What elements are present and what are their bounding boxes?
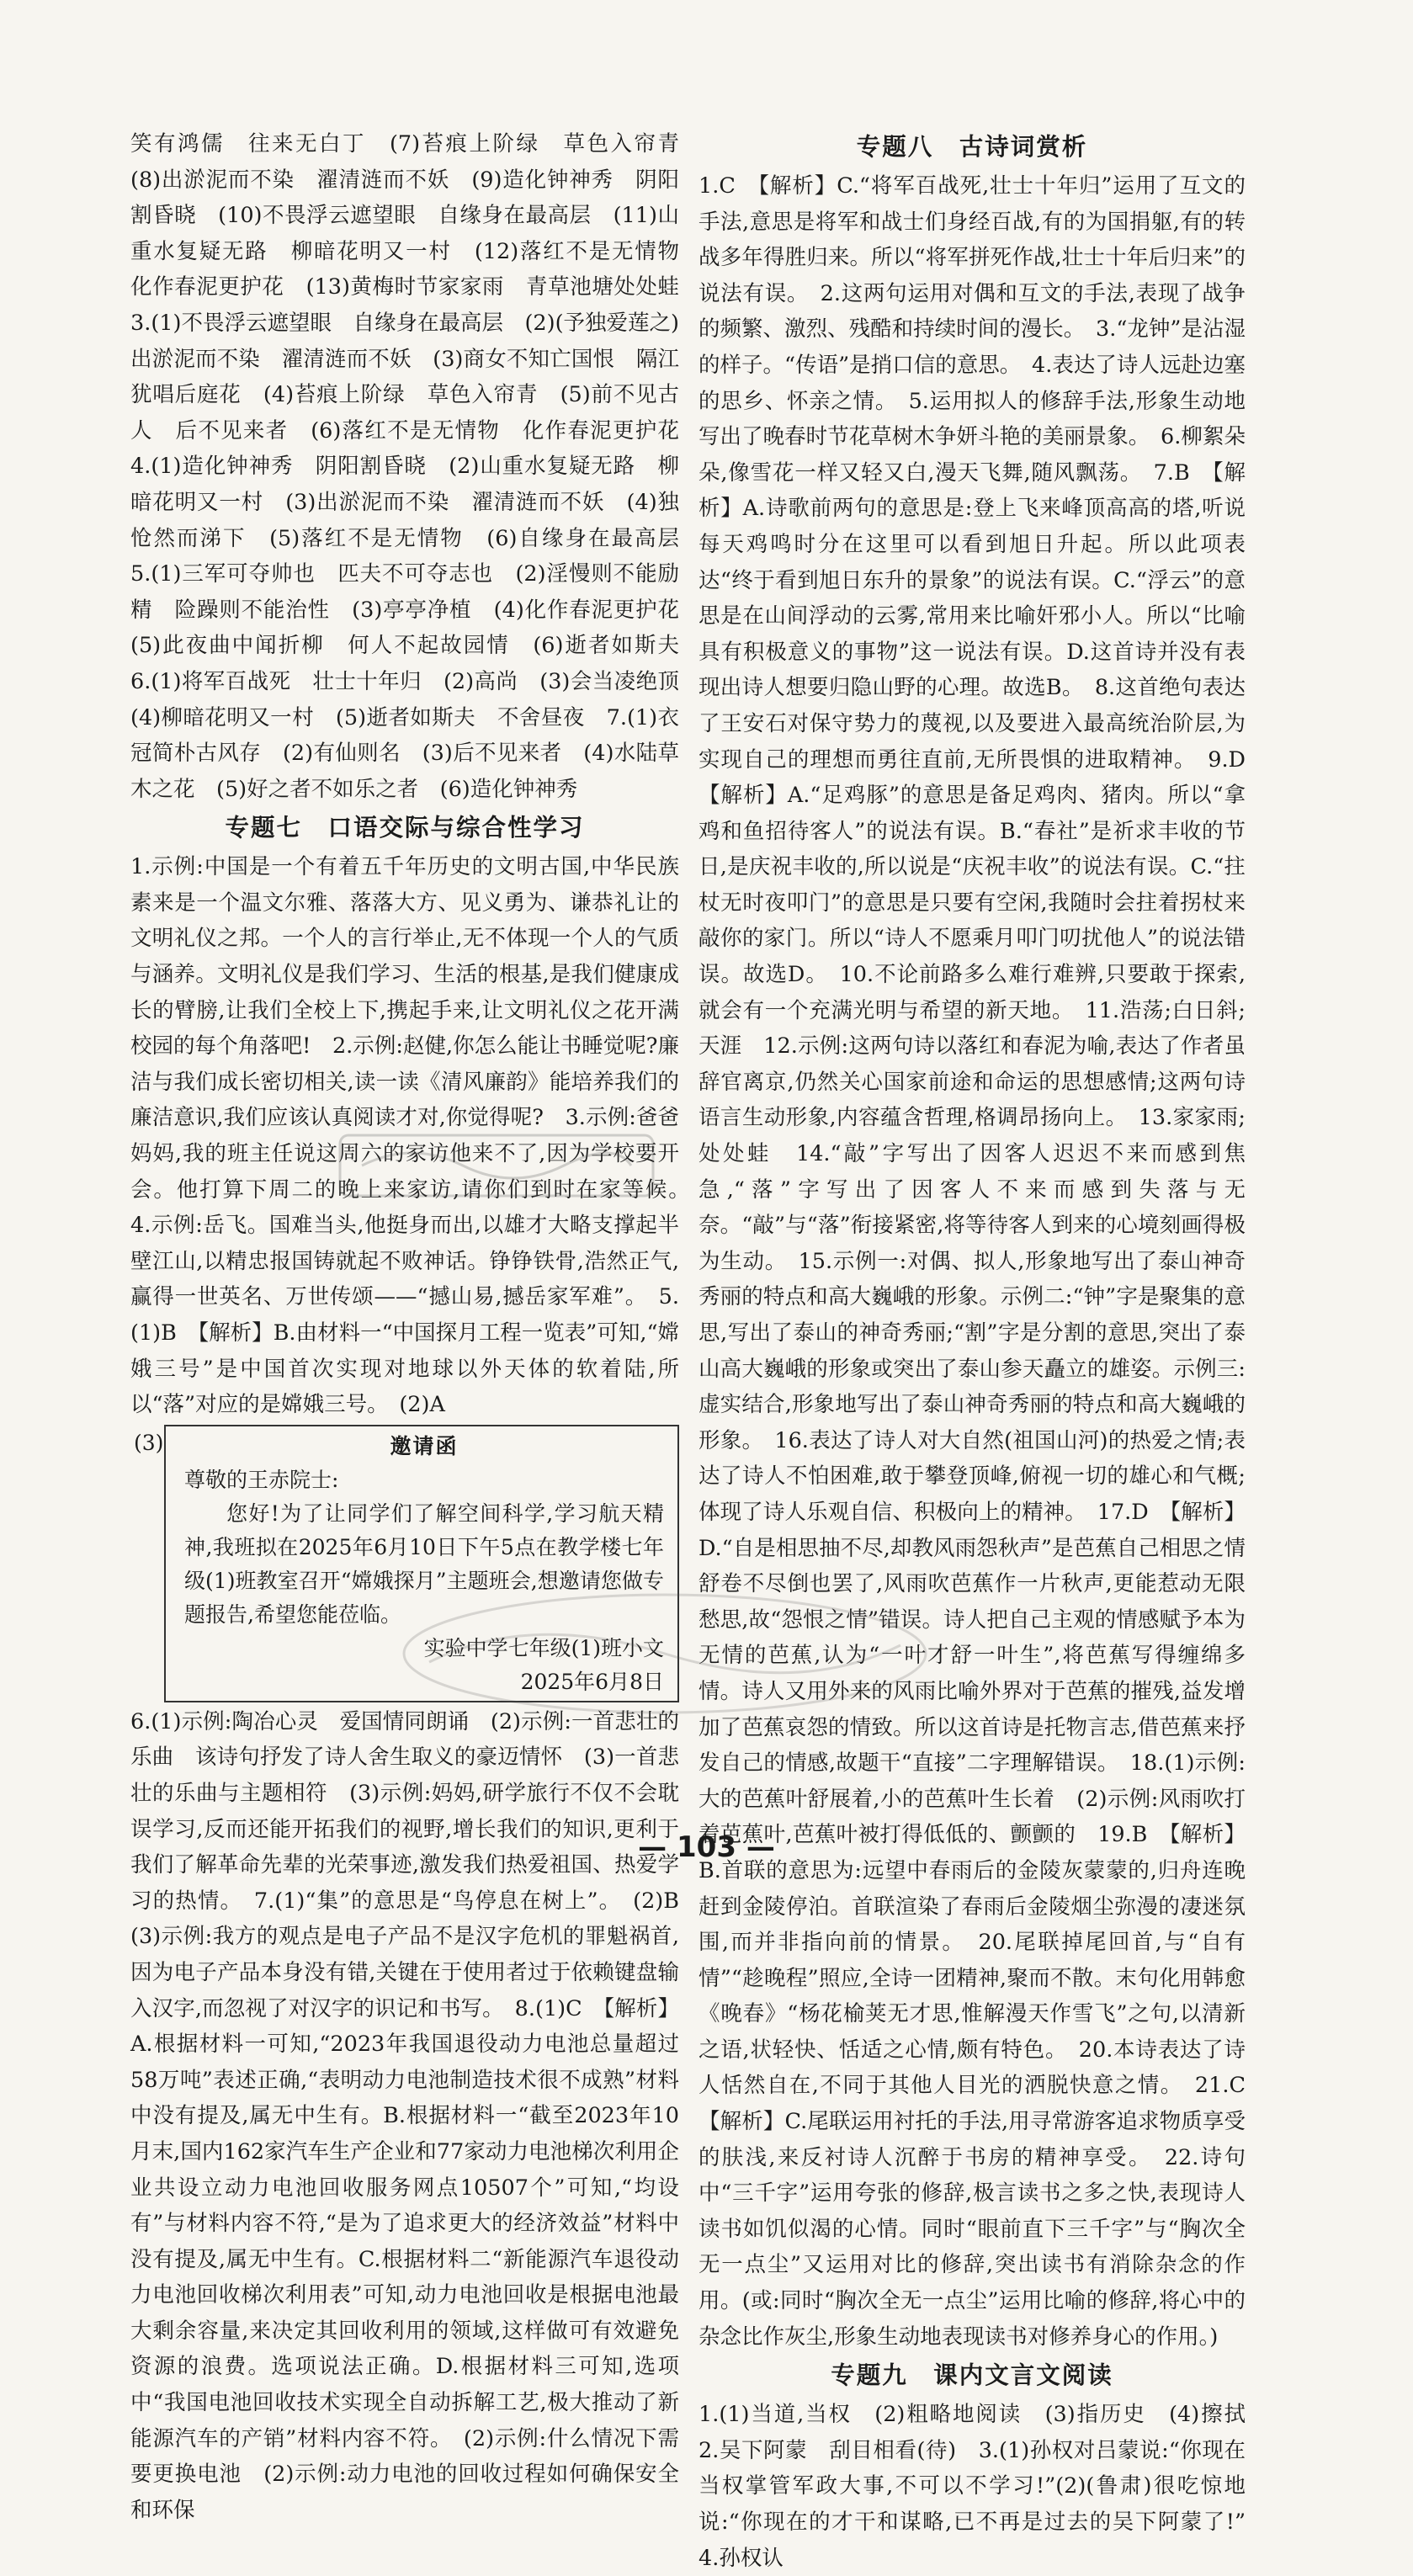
section-7-heading: 专题七 口语交际与综合性学习	[225, 814, 585, 842]
section-9-answers: 1.(1)当道,当权 (2)粗略地阅读 (3)指历史 (4)擦拭 2.吴下阿蒙 刮目相看(待) 3.(1)孙权对吕蒙说:“你现在当权掌管军政大事,不可以不学习!”(2)(鲁肃)很吃惊地说:“你现在的才干和谋略,已不再是过去的吴下阿蒙了!” 4.孙权认	[699, 2402, 1267, 2571]
section-7-answers: 1.示例:中国是一个有着五千年历史的文明古国,中华民族素来是一个温文尔雅、落落大方、见义勇为、谦恭礼让的文明礼仪之邦。一个人的言行举止,无不体现一个人的气质与涵养。文明礼仪是我们学习、生活的根基,是我们健康成长的臂膀,让我们全校上下,携起手来,让文明礼仪之花开满校园的每个角落吧! 2.示例:赵健,你怎么能让书睡觉呢?廉洁与我们成长密切相关,读一读《清风廉韵》能培养我们的廉洁意识,我们应该认真阅读才对,你觉得呢? 3.示例:爸爸妈妈,我的班主任说这周六的家访他来不了,因为学校要开会。他打算下周二的晚上来家访,请你们到时在家等候。 4.示例:岳飞。国难当头,他挺身而出,以雄才大略支撑起半壁江山,以精忠报国铸就起不败神话。铮铮铁骨,浩然正气,赢得一世英名、万世传颂——“撼山易,撼岳家军难”。 5.(1)B 【解析】B.由材料一“中国探月工程一览表”可知,“嫦娥三号”是中国首次实现对地球以外天体的软着陆,所以“落”对应的是嫦娥三号。 (2)A	[130, 854, 701, 1418]
invitation-question-label: (3)	[134, 1430, 164, 1455]
section-7-answers-continued: 6.(1)示例:陶冶心灵 爱国情同朗诵 (2)示例:一首悲壮的乐曲 该诗句抒发了诗人舍生取义的豪迈情怀 (3)一首悲壮的乐曲与主题相符 (3)示例:妈妈,研学旅行不仅不会耽误学习,反而还能开拓我们的视野,增长我们的知识,更利于我们了解革命先辈的光荣事迹,激发我们热爱祖国、热爱学习的热情。 7.(1)“集”的意思是“鸟停息在树上”。 (2)B (3)示例:我方的观点是电子产品不是汉字危机的罪魁祸首,因为电子产品本身没有错,关键在于使用者过于依赖键盘输入汉字,而忽视了对汉字的识记和书写。 8.(1)C 【解析】A.根据材料一可知,“2023年我国退役动力电池总量超过58万吨”表述正确,“表明动力电池制造技术很不成熟”材料中没有提及,属无中生有。B.根据材料一“截至2023年10月末,国内162家汽车生产企业和77家动力电池梯次利用企业共设立动力电池回收服务网点10507个”可知,“均设有”与材料内容不符,“是为了追求更大的经济效益”材料中没有提及,属无中生有。C.根据材料二“新能源汽车退役动力电池回收梯次利用表”可知,动力电池回收是根据电池最大剩余容量,来决定其回收利用的领域,这样做可有效避免资源的浪费。选项说法正确。D.根据材料三可知,选项中“我国电池回收技术实现全自动拆解工艺,极大推动了新能源汽车的产销”材料内容不符。 (2)示例:什么情况下需要更换电池 (2)示例:动力电池的回收过程如何确保安全和环保	[130, 1708, 701, 2523]
invitation-title: 邀请函	[390, 1433, 459, 1458]
section-9-heading: 专题九 课内文言文阅读	[831, 2361, 1113, 2390]
invitation-body: 您好!为了让同学们了解空间科学,学习航天精神,我班拟在2025年6月10日下午5点在教学楼七年级(1)班教室召开“嫦娥探月”主题班会,想邀请您做专题报告,希望您能莅临。	[184, 1500, 664, 1627]
page-number: — 103 —	[638, 1830, 775, 1864]
invitation-date: 2025年6月8日	[520, 1669, 664, 1694]
left-column	[130, 126, 701, 2523]
invitation-salutation: 尊敬的王赤院士:	[184, 1467, 339, 1492]
watermark-stamp-center	[396, 1586, 934, 1721]
invitation-signature: 实验中学七年级(1)班小文	[423, 1635, 664, 1660]
section-8-answers: 1.C 【解析】C.“将军百战死,壮士十年归”运用了互文的手法,意思是将军和战士们身经百战,有的为国捐躯,有的转战多年得胜归来。所以“将军拼死作战,壮士十年后归来”的说法有误。 2.这两句运用对偶和互文的手法,表现了战争的频繁、激烈、残酷和持续时间的漫长。 3.“龙钟”是沾湿的样子。“传语”是捎口信的意思。 4.表达了诗人远赴边塞的思乡、怀亲之情。 5.运用拟人的修辞手法,形象生动地写出了晚春时节花草树木争妍斗艳的美丽景象。 6.柳絮朵朵,像雪花一样又轻又白,漫天飞舞,随风飘荡。 7.B 【解析】A.诗歌前两句的意思是:登上飞来峰顶高高的塔,听说每天鸡鸣时分在这里可以看到旭日升起。所以此项表达“终于看到旭日东升的景象”的说法有误。C.“浮云”的意思是在山间浮动的云雾,常用来比喻奸邪小人。所以“比喻具有积极意义的事物”这一说法有误。D.这首诗并没有表现出诗人想要归隐山野的心理。故选B。 8.这首绝句表达了王安石对保守势力的蔑视,以及要进入最高统治阶层,为实现自己的理想而勇往直前,无所畏惧的进取精神。 9.D 【解析】A.“足鸡豚”的意思是备足鸡肉、猪肉。所以“拿鸡和鱼招待客人”的说法有误。B.“春社”是祈求丰收的节日,是庆祝丰收的,所以说是“庆祝丰收”的说法有误。C.“拄杖无时夜叩门”的意思是只要有空闲,我随时会拄着拐杖来敲你的家门。所以“诗人不愿乘月叩门叨扰他人”的说法错误。故选D。 10.不论前路多么难行难辨,只要敢于探索,就会有一个充满光明与希望的新天地。 11.浩荡;白日斜;天涯 12.示例:这两句诗以落红和春泥为喻,表达了作者虽辞官离京,仍然关心国家前途和命运的思想感情;这两句诗语言生动形象,内容蕴含哲理,格调昂扬向上。 13.家家雨;处处蛙 14.“敲”字写出了因客人迟迟不来而感到焦急,“落”字写出了因客人不来而感到失落与无奈。“敲”与“落”衔接紧密,将等待客人到来的心境刻画得极为生动。 15.示例一:对偶、拟人,形象地写出了泰山神奇秀丽的特点和高大巍峨的形象。示例二:“钟”字是聚集的意思,写出了泰山的神奇秀丽;“割”字是分割的意思,突出了泰山高大巍峨的形象或突出了泰山参天矗立的雄姿。示例三:虚实结合,形象地写出了泰山神奇秀丽的特点和高大巍峨的形象。 16.表达了诗人对大自然(祖国山河)的热爱之情;表达了诗人不怕困难,敢于攀登顶峰,俯视一切的雄心和气概;体现了诗人乐观自信、积极向上的精神。 17.D 【解析】D.“自是相思抽不尽,却教风雨怨秋声”是芭蕉自己相思之情舒卷不尽倒也罢了,风雨吹芭蕉作一片秋声,更能惹动无限愁思,故“怨恨之情”错误。诗人把自己主观的情感赋予本为无情的芭蕉,认为“一叶才舒一叶生”,将芭蕉写得缠绵多情。诗人又用外来的风雨比喻外界对于芭蕉的摧残,益发增加了芭蕉哀怨的情致。所以这首诗是托物言志,借芭蕉来抒发自己的情感,故题干“直接”二字理解错误。 18.(1)示例:大的芭蕉叶舒展着,小的芭蕉叶生长着 (2)示例:风雨吹打着芭蕉叶,芭蕉叶被打得低低的、颤颤的 19.B 【解析】B.首联的意思为:远望中春雨后的金陵灰蒙蒙的,归舟连晚赶到金陵停泊。首联渲染了春雨后金陵烟尘弥漫的凄迷氛围,而并非指向前的情景。 20.尾联掉尾回首,与“自有情”“趁晚程”照应,全诗一团精神,聚而不散。末句化用韩愈《晚春》“杨花榆荚无才思,惟解漫天作雪飞”之句,以清新之语,状轻快、恬适之心情,颇有特色。 20.本诗表达了诗人恬然自在,不同于其他人目光的洒脱快意之情。 21.C 【解析】C.尾联运用衬托的手法,用寻常游客追求物质享受的肤浅,来反衬诗人沉醉于书房的精神享受。 22.诗句中“三千字”运用夸张的修辞,极言读书之多之快,表现诗人读书如饥似渴的心情。同时“眼前直下三千字”与“胸次全无一点尘”又运用对比的修辞,突出读书有消除杂念的作用。(或:同时“胸次全无一点尘”运用比喻的修辞,将心中的杂念比作灰尘,形象生动地表现读书对修养身心的作用。)	[699, 173, 1267, 2350]
watermark-stamp-left	[337, 1132, 656, 1199]
section-8-heading: 专题八 古诗词赏析	[856, 133, 1088, 161]
left-answers-continued: 笑有鸿儒 往来无白丁 (7)苔痕上阶绿 草色入帘青 (8)出淤泥而不染 濯清涟而不妖 (9)造化钟神秀 阴阳割昏晓 (10)不畏浮云遮望眼 自缘身在最高层 (11)山重水复疑无路 柳暗花明又一村 (12)落红不是无情物 化作春泥更护花 (13)黄梅时节家家雨 青草池塘处处蛙 3.(1)不畏浮云遮望眼 自缘身在最高层 (2)(予独爱莲之)出淤泥而不染 濯清涟而不妖 (3)商女不知亡国恨 隔江犹唱后庭花 (4)苔痕上阶绿 草色入帘青 (5)前不见古人 后不见来者 (6)落红不是无情物 化作春泥更护花 4.(1)造化钟神秀 阴阳割昏晓 (2)山重水复疑无路 柳暗花明又一村 (3)出淤泥而不染 濯清涟而不妖 (4)独怆然而涕下 (5)落红不是无情物 (6)自缘身在最高层 5.(1)三军可夺帅也 匹夫不可夺志也 (2)淫慢则不能励精 险躁则不能治性 (3)亭亭净植 (4)化作春泥更护花 (5)此夜曲中闻折柳 何人不起故园情 (6)逝者如斯夫 6.(1)将军百战死 壮士十年归 (2)高尚 (3)会当凌绝顶 (4)柳暗花明又一村 (5)逝者如斯夫 不舍昼夜 7.(1)衣冠简朴古风存 (2)有仙则名 (3)后不见来者 (4)水陆草木之花 (5)好之者不如乐之者 (6)造化钟神秀	[130, 131, 701, 802]
